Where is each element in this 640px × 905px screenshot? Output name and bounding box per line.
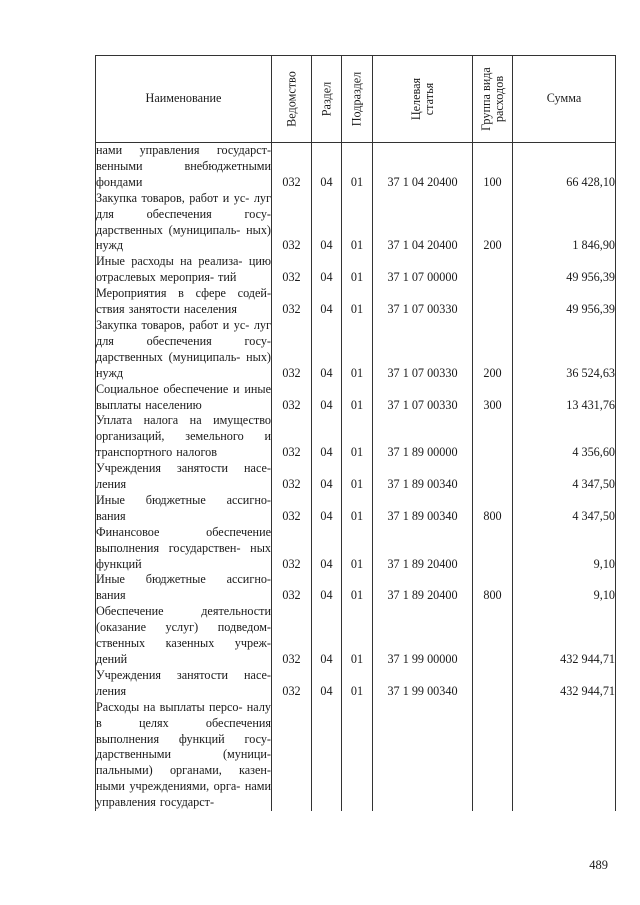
cell-vedomstvo: 032 bbox=[272, 668, 312, 700]
cell-celevaya-statya: 37 1 89 00340 bbox=[373, 461, 473, 493]
cell-razdel: 04 bbox=[312, 604, 342, 668]
table-body bbox=[96, 143, 616, 812]
cell-name: Мероприятия в сфере содей- ствия занятости населения bbox=[96, 286, 271, 317]
cell-celevaya-statya: 37 1 07 00330 bbox=[373, 318, 473, 382]
cell-podrazdel: 01 bbox=[342, 143, 373, 191]
table-row bbox=[96, 382, 616, 414]
cell-podrazdel: 01 bbox=[342, 604, 373, 668]
header-vedomstvo: Ведомство bbox=[272, 56, 312, 143]
cell-razdel: 04 bbox=[312, 525, 342, 573]
cell-vedomstvo: 032 bbox=[272, 461, 312, 493]
cell-name: Учреждения занятости насе- ления bbox=[96, 461, 271, 492]
table-row bbox=[96, 318, 616, 382]
table-row bbox=[96, 572, 616, 604]
cell-podrazdel bbox=[342, 700, 373, 811]
cell-podrazdel: 01 bbox=[342, 525, 373, 573]
cell-razdel: 04 bbox=[312, 493, 342, 525]
cell-podrazdel: 01 bbox=[342, 382, 373, 414]
cell-celevaya-statya: 37 1 07 00330 bbox=[373, 286, 473, 318]
cell-razdel: 04 bbox=[312, 413, 342, 461]
cell-razdel: 04 bbox=[312, 254, 342, 286]
cell-gruppa-vida bbox=[473, 604, 513, 668]
cell-summa: 432 944,71 bbox=[513, 604, 616, 668]
table-row bbox=[96, 413, 616, 461]
cell-vedomstvo bbox=[272, 700, 312, 811]
cell-name: Социальное обеспечение и иные выплаты населению bbox=[96, 381, 271, 412]
cell-podrazdel: 01 bbox=[342, 461, 373, 493]
header-row bbox=[96, 56, 616, 143]
cell-gruppa-vida: 200 bbox=[473, 191, 513, 255]
cell-name: Обеспечение деятельности (оказание услуг) подведом- ственных казенных учреж- дений bbox=[96, 604, 271, 666]
table-row bbox=[96, 143, 616, 191]
cell-celevaya-statya: 37 1 99 00340 bbox=[373, 668, 473, 700]
cell-name: нами управления государст- венными внебюджетными фондами bbox=[96, 143, 271, 189]
cell-podrazdel: 01 bbox=[342, 413, 373, 461]
cell-vedomstvo: 032 bbox=[272, 525, 312, 573]
cell-gruppa-vida bbox=[473, 286, 513, 318]
cell-name: Расходы на выплаты персо- налу в целях обеспечения выполнения функций госу- дарственными (муници- пальными) органами, казен- ными учреждениями, орга- нами управления государст- bbox=[96, 699, 271, 810]
cell-gruppa-vida bbox=[473, 413, 513, 461]
cell-summa: 13 431,76 bbox=[513, 382, 616, 414]
cell-vedomstvo: 032 bbox=[272, 493, 312, 525]
cell-celevaya-statya bbox=[373, 700, 473, 811]
table-row bbox=[96, 668, 616, 700]
table-row bbox=[96, 286, 616, 318]
header-celevaya-statya: Целевая статья bbox=[373, 56, 473, 143]
cell-name: Закупка товаров, работ и ус- луг для обеспечения госу- дарственных (муниципаль- ных) нужд bbox=[96, 317, 271, 380]
cell-celevaya-statya: 37 1 07 00330 bbox=[373, 382, 473, 414]
cell-celevaya-statya: 37 1 07 00000 bbox=[373, 254, 473, 286]
cell-summa: 49 956,39 bbox=[513, 286, 616, 318]
cell-razdel: 04 bbox=[312, 191, 342, 255]
cell-gruppa-vida bbox=[473, 668, 513, 700]
page-number: 489 bbox=[589, 858, 608, 872]
budget-table bbox=[95, 55, 616, 811]
cell-razdel: 04 bbox=[312, 382, 342, 414]
cell-summa: 36 524,63 bbox=[513, 318, 616, 382]
cell-name: Иные расходы на реализа- цию отраслевых мероприя- тий bbox=[96, 254, 271, 285]
cell-summa bbox=[513, 700, 616, 811]
cell-vedomstvo: 032 bbox=[272, 143, 312, 191]
cell-gruppa-vida: 300 bbox=[473, 382, 513, 414]
cell-razdel: 04 bbox=[312, 318, 342, 382]
table-row bbox=[96, 493, 616, 525]
cell-vedomstvo: 032 bbox=[272, 413, 312, 461]
cell-vedomstvo: 032 bbox=[272, 572, 312, 604]
cell-name: Иные бюджетные ассигно- вания bbox=[96, 572, 271, 603]
cell-vedomstvo: 032 bbox=[272, 604, 312, 668]
header-razdel: Раздел bbox=[312, 56, 342, 143]
cell-celevaya-statya: 37 1 89 20400 bbox=[373, 525, 473, 573]
cell-podrazdel: 01 bbox=[342, 318, 373, 382]
cell-vedomstvo: 032 bbox=[272, 191, 312, 255]
cell-razdel: 04 bbox=[312, 461, 342, 493]
cell-podrazdel: 01 bbox=[342, 286, 373, 318]
table-row bbox=[96, 461, 616, 493]
cell-vedomstvo: 032 bbox=[272, 318, 312, 382]
cell-celevaya-statya: 37 1 99 00000 bbox=[373, 604, 473, 668]
cell-vedomstvo: 032 bbox=[272, 254, 312, 286]
cell-celevaya-statya: 37 1 89 00340 bbox=[373, 493, 473, 525]
table-row bbox=[96, 191, 616, 255]
cell-gruppa-vida: 800 bbox=[473, 572, 513, 604]
cell-gruppa-vida bbox=[473, 525, 513, 573]
cell-razdel: 04 bbox=[312, 286, 342, 318]
cell-summa: 9,10 bbox=[513, 572, 616, 604]
cell-summa: 4 347,50 bbox=[513, 493, 616, 525]
cell-gruppa-vida bbox=[473, 254, 513, 286]
header-podrazdel: Подраздел bbox=[342, 56, 373, 143]
header-name: Наименование bbox=[96, 56, 272, 143]
cell-vedomstvo: 032 bbox=[272, 286, 312, 318]
cell-vedomstvo: 032 bbox=[272, 382, 312, 414]
cell-razdel: 04 bbox=[312, 668, 342, 700]
cell-name: Финансовое обеспечение выполнения государствен- ных функций bbox=[96, 524, 271, 571]
table-row bbox=[96, 604, 616, 668]
cell-summa: 1 846,90 bbox=[513, 191, 616, 255]
cell-summa: 49 956,39 bbox=[513, 254, 616, 286]
cell-celevaya-statya: 37 1 04 20400 bbox=[373, 143, 473, 191]
cell-gruppa-vida: 100 bbox=[473, 143, 513, 191]
cell-celevaya-statya: 37 1 89 00000 bbox=[373, 413, 473, 461]
cell-summa: 9,10 bbox=[513, 525, 616, 573]
cell-name: Закупка товаров, работ и ус- луг для обеспечения госу- дарственных (муниципаль- ных) нужд bbox=[96, 190, 271, 253]
cell-razdel: 04 bbox=[312, 572, 342, 604]
cell-summa: 4 347,50 bbox=[513, 461, 616, 493]
cell-summa: 4 356,60 bbox=[513, 413, 616, 461]
cell-name: Учреждения занятости насе- ления bbox=[96, 667, 271, 698]
cell-gruppa-vida bbox=[473, 700, 513, 811]
table-row bbox=[96, 254, 616, 286]
table-row bbox=[96, 700, 616, 811]
cell-razdel bbox=[312, 700, 342, 811]
cell-podrazdel: 01 bbox=[342, 191, 373, 255]
cell-razdel: 04 bbox=[312, 143, 342, 191]
cell-podrazdel: 01 bbox=[342, 493, 373, 525]
cell-name: Иные бюджетные ассигно- вания bbox=[96, 492, 271, 523]
header-summa: Сумма bbox=[513, 56, 616, 143]
cell-podrazdel: 01 bbox=[342, 668, 373, 700]
cell-celevaya-statya: 37 1 89 20400 bbox=[373, 572, 473, 604]
cell-podrazdel: 01 bbox=[342, 572, 373, 604]
header-gruppa-vida-rashodov: Группа вида расходов bbox=[473, 56, 513, 143]
cell-podrazdel: 01 bbox=[342, 254, 373, 286]
cell-summa: 432 944,71 bbox=[513, 668, 616, 700]
cell-summa: 66 428,10 bbox=[513, 143, 616, 191]
cell-name: Уплата налога на имущество организаций, земельного и транспортного налогов bbox=[96, 413, 271, 460]
table-row bbox=[96, 525, 616, 573]
cell-gruppa-vida: 800 bbox=[473, 493, 513, 525]
cell-gruppa-vida bbox=[473, 461, 513, 493]
cell-gruppa-vida: 200 bbox=[473, 318, 513, 382]
cell-celevaya-statya: 37 1 04 20400 bbox=[373, 191, 473, 255]
